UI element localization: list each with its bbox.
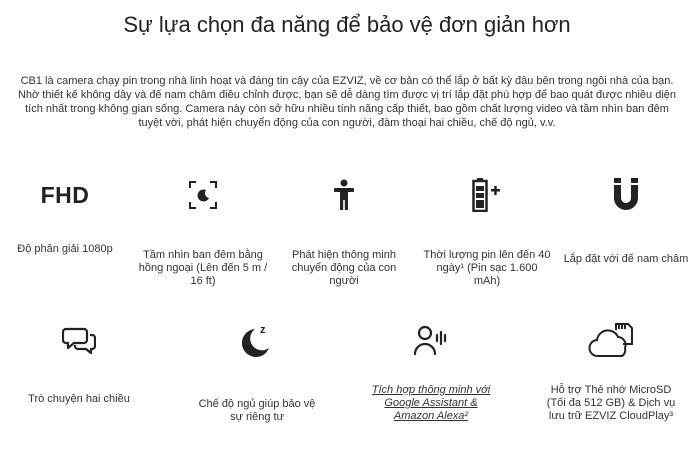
fhd-text-icon: FHD <box>40 181 90 208</box>
sleep-mode-icon <box>192 320 322 360</box>
feature-label: Tầm nhìn ban đêm bằng hồng ngoại (Lên đến 5 m / 16 ft) <box>138 249 268 287</box>
person-icon <box>279 175 409 215</box>
feature-label: Phát hiện thông minh chuyển động của con người <box>291 249 397 287</box>
cloud-sd-icon <box>546 320 676 360</box>
battery-icon <box>422 175 552 215</box>
feature-label: Chế độ ngủ giúp bảo vệ sự riêng tư <box>198 398 316 423</box>
feature-label: Trò chuyện hai chiều <box>28 393 130 405</box>
voice-assistant-icon <box>366 320 496 360</box>
magnet-icon <box>561 175 691 215</box>
feature-label: Lắp đặt với đế nam châm <box>563 253 689 265</box>
product-description: CB1 là camera chạy pin trong nhà linh hoạt và đáng tin cậy của EZVIZ, về cơ bản có thể lắp ở bất kỳ đâu bên trong ngôi nhà của bạn. Nhờ thiết kế không dây và đế nam châm điều chỉnh được, bạn sẽ dễ dàng tìm được vị trí lắp đặt phù hợp để bao quát được nhiều diện tích nhất trong không gian sống. Camera này còn sở hữu nhiều tính năng cấp thiết, bao gồm chất lượng video và tầm nhìn ban đêm tuyệt vời, phát hiện chuyển động của con người, đàm thoại hai chiều, chế độ ngủ, v.v. <box>17 75 677 129</box>
feature-label: Hỗ trợ Thẻ nhớ MicroSD (Tối đa 512 GB) & Dịch vụ lưu trữ EZVIZ CloudPlay³ <box>546 384 676 422</box>
feature-label: Thời lượng pin lên đến 40 ngày¹ (Pin sạc 1.600 mAh) <box>423 249 551 287</box>
svg-text:z: z <box>260 324 266 336</box>
chat-icon <box>14 320 144 360</box>
night-vision-icon <box>138 175 268 215</box>
feature-label: Độ phân giải 1080p <box>17 243 113 255</box>
page-title: Sự lựa chọn đa năng để bảo vệ đơn giản hơn <box>123 12 571 37</box>
feature-link-label[interactable]: Tích hợp thông minh với Google Assistant & Amazon Alexa² <box>371 384 491 422</box>
